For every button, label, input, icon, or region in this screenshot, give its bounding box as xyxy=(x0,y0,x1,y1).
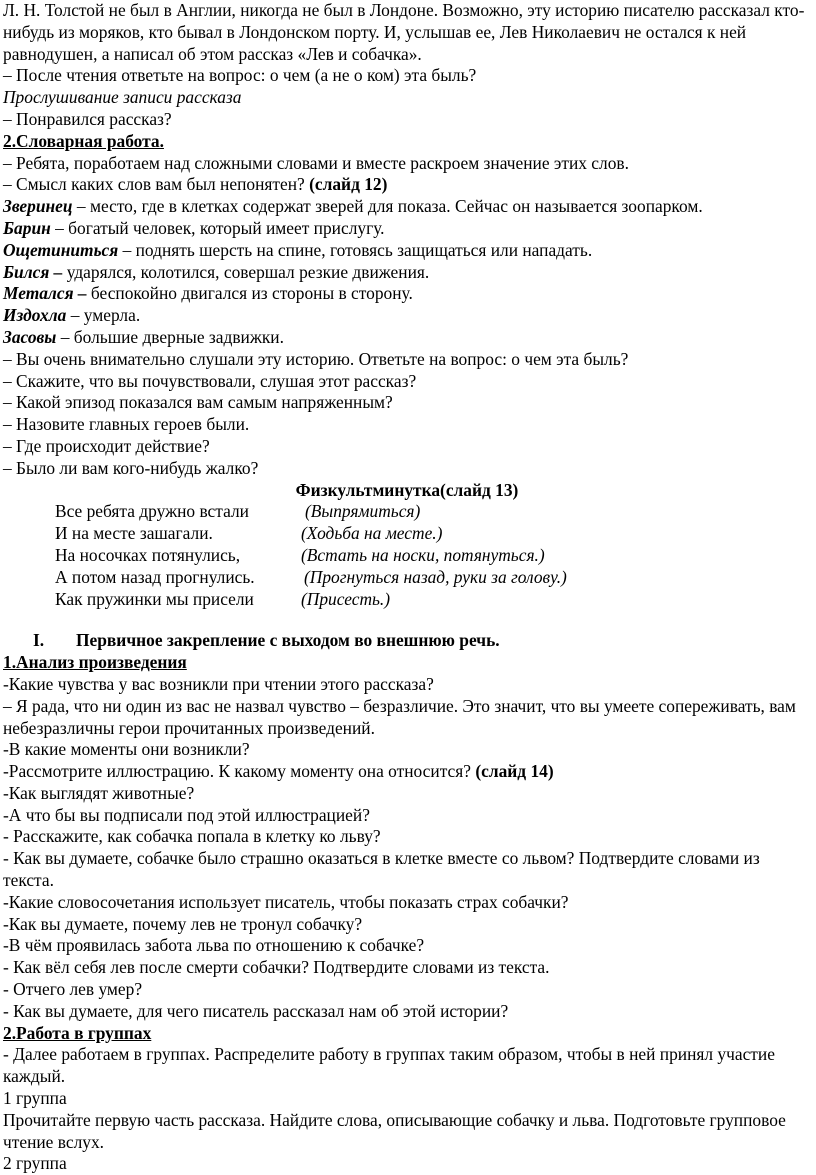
poem-line-5 xyxy=(3,589,811,611)
poem-text: И на месте зашагали. xyxy=(55,523,213,544)
groups-heading: 2.Работа в группах xyxy=(3,1022,152,1043)
vocab-line-1: – Ребята, поработаем над сложными словами и вместе раскроем значение этих слов. xyxy=(3,152,629,173)
term-6 xyxy=(3,305,811,327)
vocab-heading: 2.Словарная работа. xyxy=(3,130,164,151)
poem-action: (Ходьба на месте.) xyxy=(301,523,443,544)
analysis-line: -Какие чувства у вас возникли при чтении этого рассказа? xyxy=(3,673,434,694)
group-2-label: 2 группа xyxy=(3,1153,67,1174)
term-def: – поднять шерсть на спине, готовясь защищаться или нападать. xyxy=(118,239,593,260)
vocab-question-4: – Назовите главных героев были. xyxy=(3,414,250,435)
vocab-question-5: – Где происходит действие? xyxy=(3,435,210,456)
vocab-line-2 xyxy=(3,174,811,196)
analysis-line: -Как вы думаете, почему лев не тронул собачку? xyxy=(3,913,363,934)
group-1-label: 1 группа xyxy=(3,1088,67,1109)
spacer xyxy=(3,610,811,630)
analysis-line: - Расскажите, как собачка попала в клетку ко льву? xyxy=(3,826,381,847)
term-word: Бился – xyxy=(3,261,63,282)
term-1 xyxy=(3,196,811,218)
poem-text: Все ребята дружно встали xyxy=(55,501,249,522)
poem-line-4 xyxy=(3,567,811,589)
term-word: Барин xyxy=(3,217,51,238)
analysis-heading: 1.Анализ произведения xyxy=(3,652,187,673)
term-4 xyxy=(3,262,811,284)
term-word: Зверинец xyxy=(3,196,73,217)
poem-action: (Выпрямиться) xyxy=(305,501,421,522)
vocab-line-2-text: – Смысл каких слов вам был непонятен? xyxy=(3,174,305,195)
analysis-line: - Как вёл себя лев после смерти собачки? Подтвердите словами из текста. xyxy=(3,957,550,978)
poem-line-2 xyxy=(3,523,811,545)
listening-note: Прослушивание записи рассказа xyxy=(3,87,242,108)
term-5 xyxy=(3,283,811,305)
poem-line-1 xyxy=(3,501,811,523)
term-3 xyxy=(3,240,811,262)
analysis-line: -А что бы вы подписали под этой иллюстрацией? xyxy=(3,804,370,825)
poem-action: (Встать на носки, потянуться.) xyxy=(301,544,545,565)
term-2 xyxy=(3,218,811,240)
section-heading xyxy=(3,630,811,652)
term-word: Ощетиниться xyxy=(3,239,119,260)
slide-12-ref: (слайд 12) xyxy=(309,174,388,195)
term-word: Метался – xyxy=(3,283,87,304)
analysis-line-slide xyxy=(3,761,811,783)
analysis-line: – Я рада, что ни один из вас не назвал чувство – безразличие. Это значит, что вы умеете сопереживать, вам небезразличны герои прочитанных произведений. xyxy=(3,695,796,738)
analysis-line: -В какие моменты они возникли? xyxy=(3,739,250,760)
intro-question: – После чтения ответьте на вопрос: о чем (а не о ком) эта быль? xyxy=(3,65,477,86)
analysis-line: -В чём проявилась забота льва по отношению к собачке? xyxy=(3,935,425,956)
poem-action: (Присесть.) xyxy=(301,588,391,609)
analysis-line-text: -Рассмотрите иллюстрацию. К какому моменту она относится? xyxy=(3,761,471,782)
term-def: – умерла. xyxy=(66,305,141,326)
physical-heading: Физкультминутка(слайд 13) xyxy=(295,479,519,500)
vocab-question-1: – Вы очень внимательно слушали эту историю. Ответьте на вопрос: о чем эта быль? xyxy=(3,348,629,369)
section-number: I. xyxy=(33,630,45,651)
intro-paragraph: Л. Н. Толстой не был в Англии, никогда не был в Лондоне. Возможно, эту историю писателю рассказал кто-нибудь из моряков, кто бывал в Лондонском порту. И, услышав ее, Лев Николаевич не остался к ней равнодушен, а написал об этом рассказ «Лев и собачка». xyxy=(3,0,805,64)
poem-line-3 xyxy=(3,545,811,567)
term-def: ударялся, колотился, совершал резкие движения. xyxy=(62,261,430,282)
term-def: беспокойно двигался из стороны в сторону. xyxy=(86,283,413,304)
document-page xyxy=(3,0,811,1175)
analysis-line: - Как вы думаете, для чего писатель рассказал нам об этой истории? xyxy=(3,1000,509,1021)
term-def: – место, где в клетках содержат зверей для показа. Сейчас он называется зоопарком. xyxy=(72,196,703,217)
term-word: Издохла xyxy=(3,305,67,326)
slide-14-ref: (слайд 14) xyxy=(475,761,554,782)
term-def: – большие дверные задвижки. xyxy=(56,326,284,347)
analysis-line: - Как вы думаете, собачке было страшно оказаться в клетке вместе со львом? Подтвердите словами из текста. xyxy=(3,848,760,891)
analysis-line: -Какие словосочетания использует писатель, чтобы показать страх собачки? xyxy=(3,891,569,912)
poem-text: На носочках потянулись, xyxy=(55,544,241,565)
term-word: Засовы xyxy=(3,326,57,347)
poem-text: А потом назад прогнулись. xyxy=(55,566,255,587)
term-7 xyxy=(3,327,811,349)
vocab-question-6: – Было ли вам кого-нибудь жалко? xyxy=(3,457,259,478)
vocab-question-3: – Какой эпизод показался вам самым напряженным? xyxy=(3,392,393,413)
poem-action: (Прогнуться назад, руки за голову.) xyxy=(304,566,567,587)
analysis-line: -Как выглядят животные? xyxy=(3,782,195,803)
term-def: – богатый человек, который имеет прислугу. xyxy=(50,217,385,238)
groups-intro: - Далее работаем в группах. Распределите работу в группах таким образом, чтобы в ней принял участие каждый. xyxy=(3,1044,775,1087)
poem-text: Как пружинки мы присели xyxy=(55,588,254,609)
analysis-line: - Отчего лев умер? xyxy=(3,979,143,1000)
liked-question: – Понравился рассказ? xyxy=(3,108,172,129)
section-title: Первичное закрепление с выходом во внешнюю речь. xyxy=(76,630,500,651)
group-1-task: Прочитайте первую часть рассказа. Найдите слова, описывающие собачку и льва. Подготовьте групповое чтение вслух. xyxy=(3,1109,786,1152)
vocab-question-2: – Скажите, что вы почувствовали, слушая этот рассказ? xyxy=(3,370,417,391)
